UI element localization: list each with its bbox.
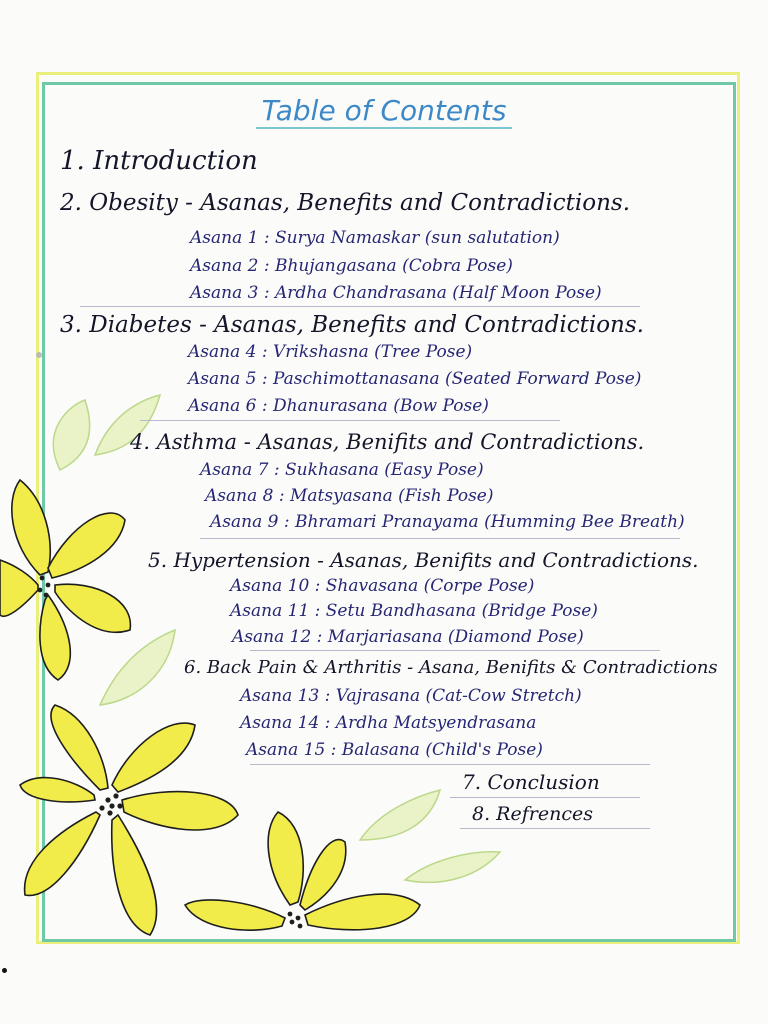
toc-entry-asana-15: Asana 15 : Balasana (Child's Pose) [246,740,543,760]
petal-icon [185,900,285,930]
petal-icon [48,513,125,578]
petal-icon [112,815,157,935]
toc-entry-asana-14: Asana 14 : Ardha Matsyendrasana [240,713,537,733]
divider [80,306,640,307]
toc-entry-back-pain: 6. Back Pain & Arthritis - Asana, Benifits & Contradictions [184,657,718,678]
toc-entry-asana-8: Asana 8 : Matsyasana (Fish Pose) [205,486,494,506]
petal-icon [40,595,70,680]
page-title: Table of Contents [0,94,768,127]
divider [140,420,560,421]
toc-entry-references: 8. Refrences [472,803,593,825]
toc-entry-asana-7: Asana 7 : Sukhasana (Easy Pose) [200,460,484,480]
toc-entry-asthma: 4. Asthma - Asanas, Benifits and Contradictions. [130,430,645,454]
leaf-icon [53,400,89,470]
toc-entry-asana-2: Asana 2 : Bhujangasana (Cobra Pose) [190,256,513,276]
leaf-icon [100,630,175,705]
divider [200,538,680,539]
petal-icon [55,584,130,632]
toc-entry-diabetes: 3. Diabetes - Asanas, Benefits and Contradictions. [60,312,644,338]
petal-icon [51,705,108,790]
petal-icon [20,778,95,802]
toc-entry-asana-9: Asana 9 : Bhramari Pranayama (Humming Bee Breath) [210,512,685,532]
divider [450,797,640,798]
toc-entry-asana-13: Asana 13 : Vajrasana (Cat-Cow Stretch) [240,686,582,706]
petal-icon [25,812,100,895]
toc-entry-asana-11: Asana 11 : Setu Bandhasana (Bridge Pose) [230,601,598,621]
toc-entry-obesity: 2. Obesity - Asanas, Benefits and Contradictions. [60,190,631,216]
toc-entry-asana-3: Asana 3 : Ardha Chandrasana (Half Moon Pose) [190,283,602,303]
petal-icon [112,723,195,792]
petal-icon [300,840,346,910]
petal-icon [268,812,303,905]
toc-entry-asana-10: Asana 10 : Shavasana (Corpe Pose) [230,576,535,596]
toc-entry-hypertension: 5. Hypertension - Asanas, Benifits and Contradictions. [148,548,699,572]
toc-entry-asana-4: Asana 4 : Vrikshasna (Tree Pose) [188,342,473,362]
divider [250,650,660,651]
divider [460,828,650,829]
leaf-icon [405,852,500,883]
toc-entry-asana-1: Asana 1 : Surya Namaskar (sun salutation) [190,228,560,248]
petal-icon [305,894,420,930]
divider [250,764,650,765]
petal-icon [122,792,238,830]
leaf-icon [360,790,440,840]
petal-icon [0,560,38,616]
toc-entry-asana-6: Asana 6 : Dhanurasana (Bow Pose) [188,396,489,416]
toc-entry-conclusion: 7. Conclusion [462,770,600,794]
petal-icon [12,480,50,575]
toc-entry-asana-5: Asana 5 : Paschimottanasana (Seated Forward Pose) [188,369,642,389]
toc-entry-asana-12: Asana 12 : Marjariasana (Diamond Pose) [232,627,584,647]
toc-entry-introduction: 1. Introduction [60,146,258,176]
